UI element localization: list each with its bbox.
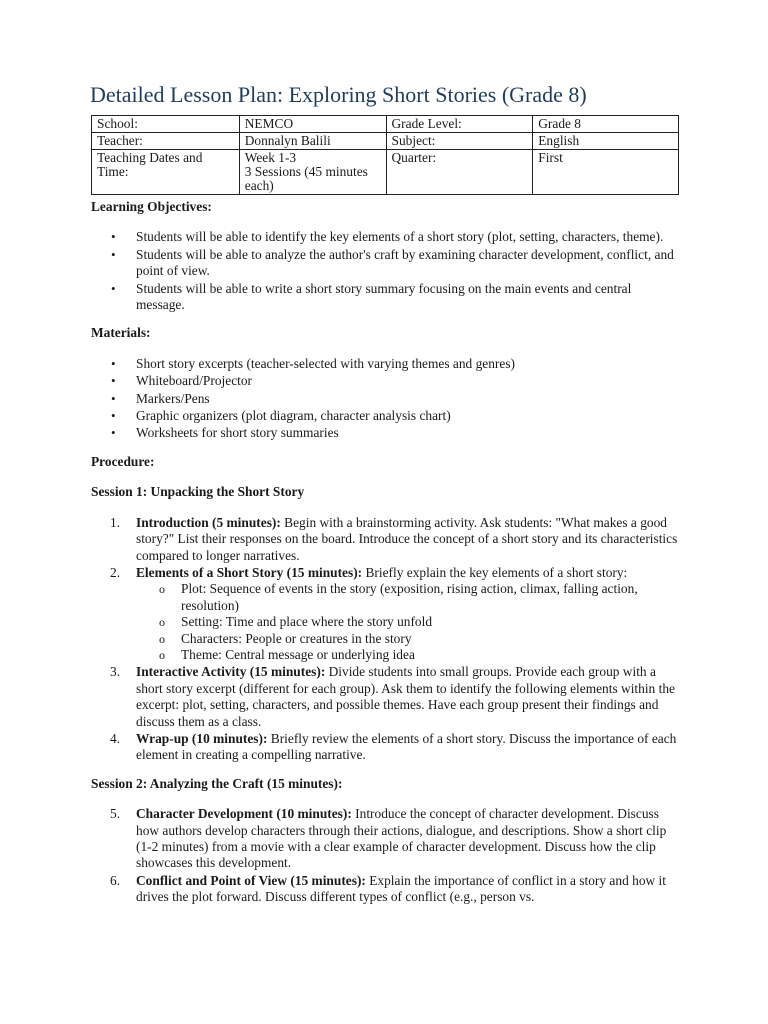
list-item: o Theme: Central message or underlying idea (181, 647, 681, 663)
step-number: 3. (110, 664, 121, 680)
list-item (110, 564, 681, 663)
list-item: o Characters: People or creatures in the story (181, 631, 681, 647)
step-lead: Wrap-up (10 minutes): (136, 730, 268, 746)
table-cell: Teaching Dates and Time: (92, 150, 240, 195)
list-item (110, 872, 681, 906)
lesson-info-table (91, 115, 679, 195)
procedure-heading: Procedure: (91, 453, 155, 469)
table-cell: English (533, 133, 679, 150)
step-text: Introduce the concept of character development. Discuss how authors develop characters through their actions, dialogue, and descriptions. Show a short clip (1-2 minutes) from a movie with a clear example of character development. Discuss how the clip showcases this development. (136, 806, 667, 871)
table-row (92, 133, 679, 150)
table-cell: Grade 8 (533, 116, 679, 133)
list-item: • Students will be able to analyze the author's craft by examining character development, conflict, and point of view. (136, 247, 681, 280)
materials-heading: Materials: (91, 325, 151, 341)
session1-heading: Session 1: Unpacking the Short Story (91, 484, 305, 500)
session2-heading: Session 2: Analyzing the Craft (15 minutes): (91, 775, 343, 791)
table-cell: Week 1-3 3 Sessions (45 minutes each) (239, 150, 386, 195)
materials-list (91, 356, 681, 442)
list-item: o Plot: Sequence of events in the story (exposition, rising action, climax, falling action, resolution) (181, 581, 681, 614)
list-item: • Whiteboard/Projector (136, 373, 681, 389)
list-item (110, 664, 681, 730)
list-item: o Setting: Time and place where the story unfold (181, 614, 681, 630)
objectives-list (91, 229, 681, 313)
list-item: • Graphic organizers (plot diagram, character analysis chart) (136, 408, 681, 424)
step-text: Briefly explain the key elements of a short story: (362, 564, 628, 580)
list-item (110, 514, 681, 564)
table-cell: Donnalyn Balili (239, 133, 386, 150)
step-number: 4. (110, 730, 121, 746)
list-item: • Short story excerpts (teacher-selected with varying themes and genres) (136, 356, 681, 372)
table-cell: Grade Level: (386, 116, 533, 133)
step-lead: Character Development (10 minutes): (136, 806, 352, 822)
step-lead: Interactive Activity (15 minutes): (136, 664, 326, 680)
table-cell: Quarter: (386, 150, 533, 195)
list-item: • Students will be able to write a short story summary focusing on the main events and central message. (136, 281, 681, 314)
table-cell: First (533, 150, 679, 195)
step-text: Explain the importance of conflict in a story and how it drives the plot forward. Discuss different types of conflict (e.g., person vs. (136, 872, 666, 905)
table-row (92, 150, 679, 195)
objectives-heading: Learning Objectives: (91, 199, 212, 214)
table-cell: NEMCO (239, 116, 386, 133)
page-title: Detailed Lesson Plan: Exploring Short Stories (Grade 8) (90, 82, 587, 107)
step-number: 5. (110, 806, 121, 822)
list-item (110, 730, 681, 764)
step-lead: Introduction (5 minutes): (136, 514, 281, 530)
list-item (110, 806, 681, 872)
session2-steps (91, 806, 681, 905)
list-item: • Students will be able to identify the key elements of a short story (plot, setting, characters, theme). (136, 229, 681, 245)
step-number: 6. (110, 872, 121, 888)
elements-sublist (136, 581, 681, 663)
step-number: 2. (110, 564, 121, 580)
table-cell: Subject: (386, 133, 533, 150)
step-lead: Elements of a Short Story (15 minutes): (136, 564, 363, 580)
step-text: Briefly review the elements of a short story. Discuss the importance of each element in creating a compelling narrative. (136, 730, 677, 763)
table-row (92, 116, 679, 133)
list-item: • Worksheets for short story summaries (136, 425, 681, 441)
list-item: • Markers/Pens (136, 391, 681, 407)
step-text: Begin with a brainstorming activity. Ask students: "What makes a good story?" List their responses on the board. Introduce the concept of a short story and its characteristics compared to longer narratives. (136, 514, 678, 563)
table-cell: School: (92, 116, 240, 133)
table-cell: Teacher: (92, 133, 240, 150)
lesson-body (91, 199, 681, 918)
step-text: Divide students into small groups. Provide each group with a short story excerpt (different for each group). Ask them to identify the following elements within the excerpt: plot, setting, characters, and possible themes. Have each group present their findings and discuss them as a class. (136, 664, 675, 729)
session1-steps (91, 515, 681, 764)
step-number: 1. (110, 514, 121, 530)
step-lead: Conflict and Point of View (15 minutes): (136, 872, 366, 888)
